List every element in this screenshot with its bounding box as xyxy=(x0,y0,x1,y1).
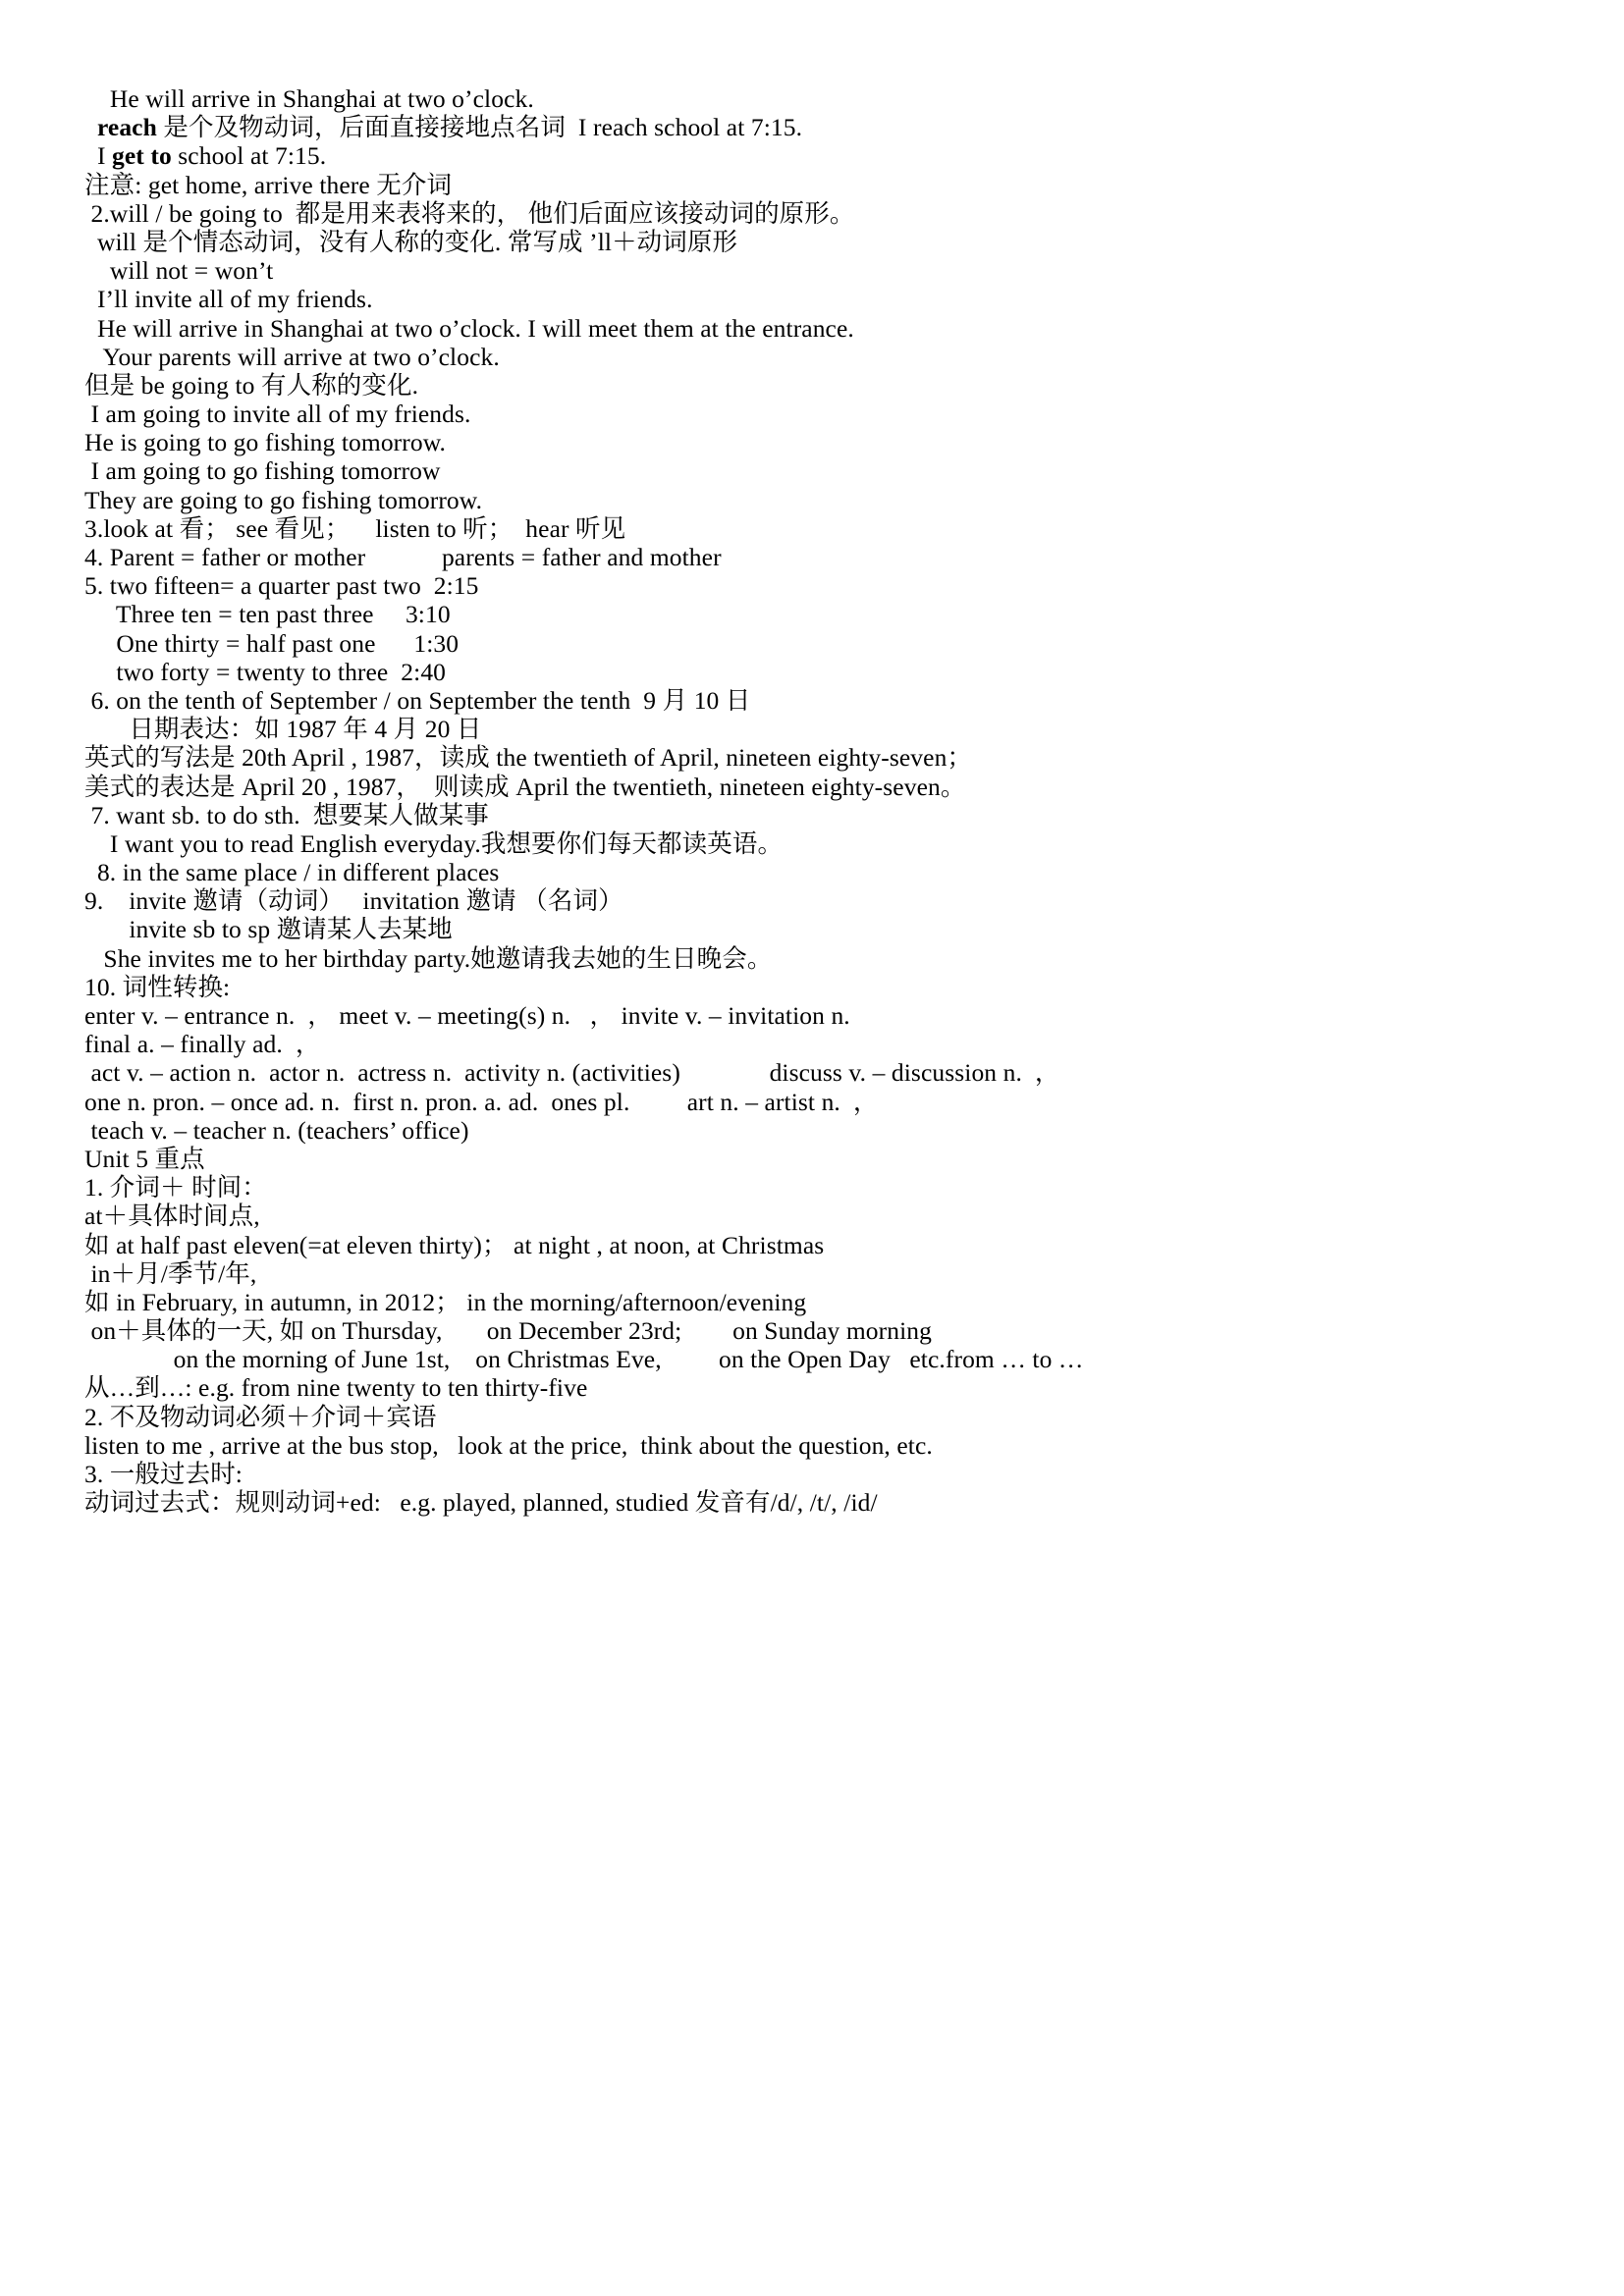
line-text-segment: will 是个情态动词，没有人称的变化. 常写成 ’ll＋动词原形 xyxy=(84,227,738,256)
document-line xyxy=(84,141,1565,170)
line-text-segment: final a. – finally ad. ， xyxy=(84,1030,321,1059)
document-line xyxy=(84,1460,1565,1488)
line-text-segment: one n. pron. – once ad. n. first n. pron. a. ad. ones pl. art n. – artist n. ， xyxy=(84,1087,879,1116)
document-line xyxy=(84,1403,1565,1431)
line-text-segment: on the morning of June 1st, on Christmas Eve, on the Open Day etc.from … to … xyxy=(84,1345,1084,1374)
document-line xyxy=(84,1030,1565,1058)
document-line xyxy=(84,743,1565,772)
line-text-segment: He will arrive in Shanghai at two o’clock. I will meet them at the entrance. xyxy=(84,313,854,343)
line-text-segment: will not = won’t xyxy=(84,256,274,286)
document-line xyxy=(84,1201,1565,1230)
line-text-segment: 10. 词性转换: xyxy=(84,972,231,1001)
line-text-segment: Your parents will arrive at two o’clock. xyxy=(84,342,500,371)
document-line xyxy=(84,686,1565,715)
document-line xyxy=(84,1058,1565,1087)
line-text-segment: at＋具体时间点, xyxy=(84,1201,260,1231)
document-line xyxy=(84,314,1565,343)
line-text-segment xyxy=(84,113,97,141)
line-text-segment: 如 at half past eleven(=at eleven thirty)； at night , at noon, at Christmas xyxy=(84,1230,825,1259)
line-text-segment: 6. on the tenth of September / on September the tenth 9 月 10 日 xyxy=(84,685,751,715)
line-text-segment: 动词过去式：规则动词+ed: e.g. played, planned, studied 发音有/d/, /t/, /id/ xyxy=(84,1488,878,1518)
document-line xyxy=(84,1288,1565,1316)
document-line xyxy=(84,658,1565,686)
line-emphasis-segment: reach xyxy=(96,113,157,142)
line-emphasis-segment: get to xyxy=(112,141,172,171)
document-line xyxy=(84,113,1565,141)
line-text-segment: Unit 5 重点 xyxy=(84,1144,205,1173)
document-line xyxy=(84,600,1565,628)
document-line xyxy=(84,84,1565,113)
line-text-segment: invite sb to sp 邀请某人去某地 xyxy=(84,915,453,944)
line-text-segment: teach v. – teacher n. (teachers’ office) xyxy=(84,1115,469,1145)
line-text-segment: He will arrive in Shanghai at two o’clock. xyxy=(84,84,534,113)
document-line xyxy=(84,829,1565,858)
document-line xyxy=(84,1259,1565,1288)
document-line xyxy=(84,285,1565,313)
document-line xyxy=(84,343,1565,371)
document-line xyxy=(84,1231,1565,1259)
document-line xyxy=(84,543,1565,571)
line-text-segment: 9. invite 邀请（动词） invitation 邀请 （名词） xyxy=(84,886,623,916)
line-text-segment: 2. 不及物动词必须＋介词＋宾语 xyxy=(84,1402,437,1431)
document-line xyxy=(84,456,1565,485)
line-text-segment: He is going to go fishing tomorrow. xyxy=(84,428,447,457)
line-text-segment: They are going to go fishing tomorrow. xyxy=(84,485,483,514)
document-line xyxy=(84,400,1565,428)
document-line xyxy=(84,228,1565,256)
document-line xyxy=(84,1345,1565,1373)
line-text-segment: Three ten = ten past three 3:10 xyxy=(84,600,451,629)
document-line xyxy=(84,715,1565,743)
document-line xyxy=(84,1173,1565,1201)
document-line xyxy=(84,256,1565,285)
line-text-segment: 4. Parent = father or mother parents = father and mother xyxy=(84,543,722,571)
line-text-segment: I am going to go fishing tomorrow xyxy=(84,456,441,486)
line-text-segment: 但是 be going to 有人称的变化. xyxy=(84,370,419,400)
document-line xyxy=(84,1116,1565,1145)
document-line xyxy=(84,1001,1565,1030)
line-text-segment: 日期表达：如 1987 年 4 月 20 日 xyxy=(84,715,482,744)
line-text-segment: listen to me , arrive at the bus stop, look at the price, think about the question, etc. xyxy=(84,1430,933,1460)
line-text-segment: 3. 一般过去时: xyxy=(84,1460,243,1488)
line-text-segment: act v. – action n. actor n. actress n. activity n. (activities) discuss v. – discussion n. ， xyxy=(84,1058,1060,1088)
document-line xyxy=(84,944,1565,973)
line-text-segment: I xyxy=(84,141,113,171)
line-text-segment: She invites me to her birthday party.她邀请我去她的生日晚会。 xyxy=(84,943,773,973)
line-text-segment: I am going to invite all of my friends. xyxy=(84,400,471,429)
line-text-segment: I want you to read English everyday.我想要你们每天都读英语。 xyxy=(84,828,784,858)
line-text-segment: school at 7:15. xyxy=(171,141,327,171)
line-text-segment: 是个及物动词，后面直接接地点名词 I reach school at 7:15. xyxy=(156,113,803,142)
line-text-segment: two forty = twenty to three 2:40 xyxy=(84,657,447,686)
document-line xyxy=(84,486,1565,514)
document-line xyxy=(84,858,1565,886)
document-line xyxy=(84,1088,1565,1116)
line-text-segment: 5. two fifteen= a quarter past two 2:15 xyxy=(84,571,479,601)
line-text-segment: enter v. – entrance n. ， meet v. – meeting(s) n. ， invite v. – invitation n. xyxy=(84,1001,850,1030)
document-line xyxy=(84,886,1565,915)
document-line xyxy=(84,915,1565,943)
line-text-segment: 8. in the same place / in different places xyxy=(84,858,500,887)
document-line xyxy=(84,1431,1565,1460)
document-line xyxy=(84,199,1565,228)
document-line xyxy=(84,629,1565,658)
line-text-segment: 如 in February, in autumn, in 2012； in the morning/afternoon/evening xyxy=(84,1287,807,1316)
line-text-segment: 1. 介词＋ 时间： xyxy=(84,1173,267,1202)
line-text-segment: 2.will / be going to 都是用来表将来的， 他们后面应该接动词的原形。 xyxy=(84,198,855,228)
document-line xyxy=(84,428,1565,456)
line-text-segment: One thirty = half past one 1:30 xyxy=(84,628,460,658)
document-line xyxy=(84,773,1565,801)
document-text-body xyxy=(84,84,1565,1517)
line-text-segment: 从…到…: e.g. from nine twenty to ten thirty-five xyxy=(84,1373,588,1403)
document-line xyxy=(84,801,1565,829)
line-text-segment: on＋具体的一天, 如 on Thursday, on December 23rd; on Sunday morning xyxy=(84,1316,932,1346)
line-text-segment: 美式的表达是 April 20 , 1987， 则读成 April the twentieth, nineteen eighty-seven。 xyxy=(84,772,966,801)
document-line xyxy=(84,1145,1565,1173)
line-text-segment: 注意: get home, arrive there 无介词 xyxy=(84,170,453,199)
document-line xyxy=(84,171,1565,199)
line-text-segment: I’ll invite all of my friends. xyxy=(84,285,373,314)
document-line xyxy=(84,571,1565,600)
line-text-segment: in＋月/季节/年, xyxy=(84,1258,257,1288)
line-text-segment: 英式的写法是 20th April , 1987，读成 the twentieth of April, nineteen eighty-seven； xyxy=(84,743,973,773)
line-text-segment: 3.look at 看； see 看见； listen to 听； hear 听见 xyxy=(84,513,626,543)
document-line xyxy=(84,973,1565,1001)
document-line xyxy=(84,371,1565,400)
document-line xyxy=(84,1488,1565,1517)
document-line xyxy=(84,1316,1565,1345)
document-line xyxy=(84,514,1565,543)
line-text-segment: 7. want sb. to do sth. 想要某人做某事 xyxy=(84,800,489,829)
document-line xyxy=(84,1373,1565,1402)
